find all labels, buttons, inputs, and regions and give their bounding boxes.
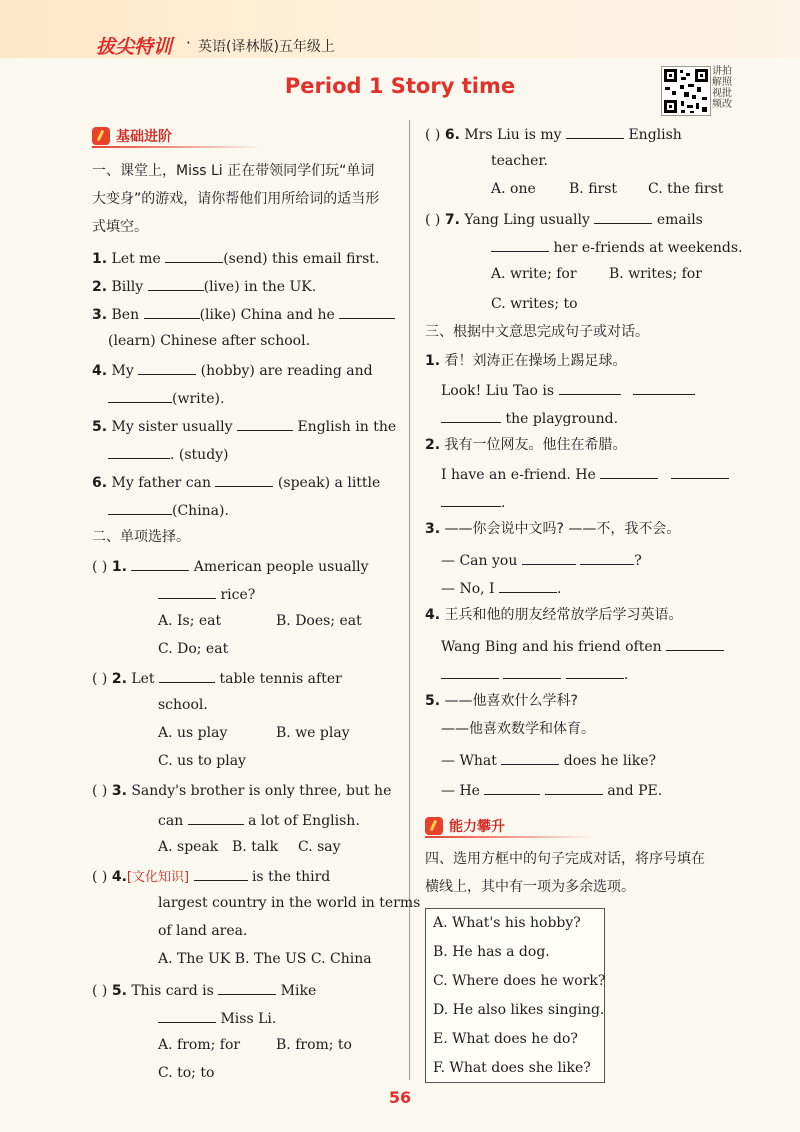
answer-blank[interactable] xyxy=(108,444,170,459)
translate-question-5: 5. ——他喜欢什么学科? xyxy=(425,693,578,709)
translate-question-5-cont: ——他喜欢数学和体育。 xyxy=(441,721,595,737)
part1-title: 大变身”的游戏，请你帮他们用所给词的适当形 xyxy=(92,191,380,207)
part3-title: 三、根据中文意思完成句子或对话。 xyxy=(425,324,649,340)
column-divider xyxy=(409,120,410,1080)
pencil-icon xyxy=(92,127,110,145)
mc-option[interactable]: A. Is; eat xyxy=(158,613,222,629)
answer-blank[interactable] xyxy=(165,248,223,263)
mc-option[interactable]: C. us to play xyxy=(158,753,246,769)
translate-question-2: 2. 我有一位网友。他住在希腊。 xyxy=(425,437,627,453)
answer-paren[interactable]: ( ) xyxy=(92,983,108,999)
mc-question-1-cont: rice? xyxy=(158,584,255,604)
answer-paren[interactable]: ( ) xyxy=(92,783,108,799)
box-option: A. What's his hobby? xyxy=(433,915,581,931)
mc-question-4: ( ) 4.[文化知识] is the third xyxy=(92,866,330,887)
answer-paren[interactable]: ( ) xyxy=(425,212,441,228)
mc-option[interactable]: A. from; for xyxy=(158,1037,241,1053)
answer-blank[interactable] xyxy=(491,237,549,252)
mc-option[interactable]: A. one xyxy=(491,181,536,197)
answer-blank[interactable] xyxy=(188,810,244,825)
qr-code-icon[interactable] xyxy=(661,66,711,116)
translate-answer-2-cont: . xyxy=(441,492,505,512)
part4-title: 横线上，其中有一项为多余选项。 xyxy=(425,879,635,895)
mc-option[interactable]: B. writes; for xyxy=(609,266,702,282)
translate-answer-3-cont: — No, I . xyxy=(441,578,561,598)
answer-blank[interactable] xyxy=(218,980,276,995)
answer-blank[interactable] xyxy=(666,636,724,651)
section-ability: 能力攀升 xyxy=(425,816,595,838)
climb-icon xyxy=(425,817,443,835)
options-box xyxy=(425,908,605,1083)
mc-option[interactable]: C. to; to xyxy=(158,1065,215,1081)
answer-blank[interactable] xyxy=(499,578,557,593)
mc-question-3: ( ) 3. Sandy's brother is only three, but he xyxy=(92,783,392,799)
fill-question-5-cont: . (study) xyxy=(108,444,229,464)
translate-answer-1: Look! Liu Tao is xyxy=(441,380,695,400)
fill-question-2: 2. Billy (live) in the UK. xyxy=(92,276,316,296)
mc-option[interactable]: B. Does; eat xyxy=(276,613,362,629)
section-basic: 基础进阶 xyxy=(92,126,262,148)
answer-blank[interactable] xyxy=(144,304,200,319)
fill-question-6-cont: (China). xyxy=(108,500,229,520)
answer-blank[interactable] xyxy=(484,780,540,795)
fill-question-1: 1. Let me (send) this email first. xyxy=(92,248,379,268)
box-option: B. He has a dog. xyxy=(433,944,550,960)
translate-answer-4: Wang Bing and his friend often xyxy=(441,636,724,656)
box-option: C. Where does he work? xyxy=(433,973,606,989)
mc-option[interactable]: A. speak xyxy=(158,839,219,855)
mc-option[interactable]: A. write; for xyxy=(491,266,577,282)
mc-question-7-cont: her e-friends at weekends. xyxy=(491,237,743,257)
part4-title: 四、选用方框中的句子完成对话，将序号填在 xyxy=(425,851,705,867)
mc-question-6-cont: teacher. xyxy=(491,153,549,169)
brand-separator: · xyxy=(186,34,191,52)
answer-paren[interactable]: ( ) xyxy=(92,869,108,885)
answer-paren[interactable]: ( ) xyxy=(425,127,441,143)
mc-question-5: ( ) 5. This card is Mike xyxy=(92,980,316,1000)
answer-blank[interactable] xyxy=(671,464,729,479)
page-number: 56 xyxy=(388,1088,412,1107)
answer-blank[interactable] xyxy=(522,550,576,565)
answer-blank[interactable] xyxy=(600,464,658,479)
mc-question-2: ( ) 2. Let table tennis after xyxy=(92,668,342,688)
translate-answer-5: — What does he like? xyxy=(441,750,656,770)
answer-blank[interactable] xyxy=(633,380,695,395)
answer-paren[interactable]: ( ) xyxy=(92,559,108,575)
mc-option[interactable]: B. first xyxy=(569,181,618,197)
answer-blank[interactable] xyxy=(545,780,603,795)
translate-answer-3: — Can you ? xyxy=(441,550,642,570)
section-underline xyxy=(92,146,262,148)
answer-blank[interactable] xyxy=(501,750,559,765)
box-option: E. What does he do? xyxy=(433,1031,578,1047)
fill-question-4-cont: (write). xyxy=(108,388,224,408)
answer-blank[interactable] xyxy=(131,556,189,571)
answer-blank[interactable] xyxy=(339,304,395,319)
box-option: F. What does she like? xyxy=(433,1060,591,1076)
mc-question-3-cont: can a lot of English. xyxy=(158,810,360,830)
section-underline xyxy=(425,836,595,838)
fill-question-3: 3. Ben (like) China and he xyxy=(92,304,395,324)
answer-blank[interactable] xyxy=(215,472,273,487)
page-title: Period 1 Story time xyxy=(284,74,516,98)
part1-title: 式填空。 xyxy=(92,219,148,235)
answer-blank[interactable] xyxy=(158,584,216,599)
answer-blank[interactable] xyxy=(108,388,172,403)
answer-blank[interactable] xyxy=(594,209,652,224)
answer-blank[interactable] xyxy=(159,668,215,683)
part2-title: 二、单项选择。 xyxy=(92,529,190,545)
mc-question-6: ( ) 6. Mrs Liu is my English xyxy=(425,124,682,144)
mc-option[interactable]: C. Do; eat xyxy=(158,641,229,657)
answer-blank[interactable] xyxy=(559,380,621,395)
answer-blank[interactable] xyxy=(194,866,248,881)
answer-blank[interactable] xyxy=(503,664,561,679)
part1-title: 一、课堂上，Miss Li 正在带领同学们玩“单词 xyxy=(92,163,375,179)
translate-question-3: 3. ——你会说中文吗? ——不，我不会。 xyxy=(425,521,681,537)
answer-blank[interactable] xyxy=(566,664,624,679)
translate-answer-2: I have an e-friend. He xyxy=(441,464,729,484)
answer-blank[interactable] xyxy=(237,416,293,431)
fill-question-3-cont: (learn) Chinese after school. xyxy=(108,333,311,349)
mc-question-5-cont: Miss Li. xyxy=(158,1008,276,1028)
mc-option[interactable]: B. we play xyxy=(276,725,350,741)
answer-blank[interactable] xyxy=(441,492,501,507)
box-option: D. He also likes singing. xyxy=(433,1002,605,1018)
mc-question-2-cont: school. xyxy=(158,697,208,713)
mc-question-1: ( ) 1. American people usually xyxy=(92,556,369,576)
mc-option[interactable]: A. us play xyxy=(158,725,228,741)
mc-option[interactable]: B. talk xyxy=(232,839,279,855)
mc-question-7: ( ) 7. Yang Ling usually emails xyxy=(425,209,703,229)
book-subtitle: 英语(译林版)五年级上 xyxy=(198,39,335,55)
translate-answer-4-cont: . xyxy=(441,664,628,684)
answer-blank[interactable] xyxy=(441,408,501,423)
brand-logo: 拔尖特训 xyxy=(96,36,173,58)
mc-option[interactable]: C. the first xyxy=(648,181,724,197)
mc-option[interactable]: C. say xyxy=(298,839,341,855)
answer-blank[interactable] xyxy=(108,500,172,515)
answer-blank[interactable] xyxy=(138,360,196,375)
answer-blank[interactable] xyxy=(566,124,624,139)
fill-question-6: 6. My father can (speak) a little xyxy=(92,472,380,492)
answer-blank[interactable] xyxy=(580,550,634,565)
mc-option[interactable]: C. writes; to xyxy=(491,296,578,312)
answer-blank[interactable] xyxy=(148,276,204,291)
translate-question-1: 1. 看！刘涛正在操场上踢足球。 xyxy=(425,353,627,369)
mc-question-4-cont: of land area. xyxy=(158,923,248,939)
mc-option[interactable]: A. The UK B. The US C. China xyxy=(158,951,372,967)
mc-option[interactable]: B. from; to xyxy=(276,1037,352,1053)
answer-paren[interactable]: ( ) xyxy=(92,671,108,687)
fill-question-4: 4. My (hobby) are reading and xyxy=(92,360,373,380)
answer-blank[interactable] xyxy=(158,1008,216,1023)
answer-blank[interactable] xyxy=(441,664,499,679)
mc-question-4-cont: largest country in the world in terms xyxy=(158,895,421,911)
translate-answer-1-cont: the playground. xyxy=(441,408,618,428)
translate-question-4: 4. 王兵和他的朋友经常放学后学习英语。 xyxy=(425,607,683,623)
qr-label: 讲拍解照视批频改 xyxy=(712,66,732,110)
culture-knowledge-tag: [文化知识] xyxy=(126,870,190,885)
fill-question-5: 5. My sister usually English in the xyxy=(92,416,396,436)
translate-answer-5-cont: — He and PE. xyxy=(441,780,662,800)
